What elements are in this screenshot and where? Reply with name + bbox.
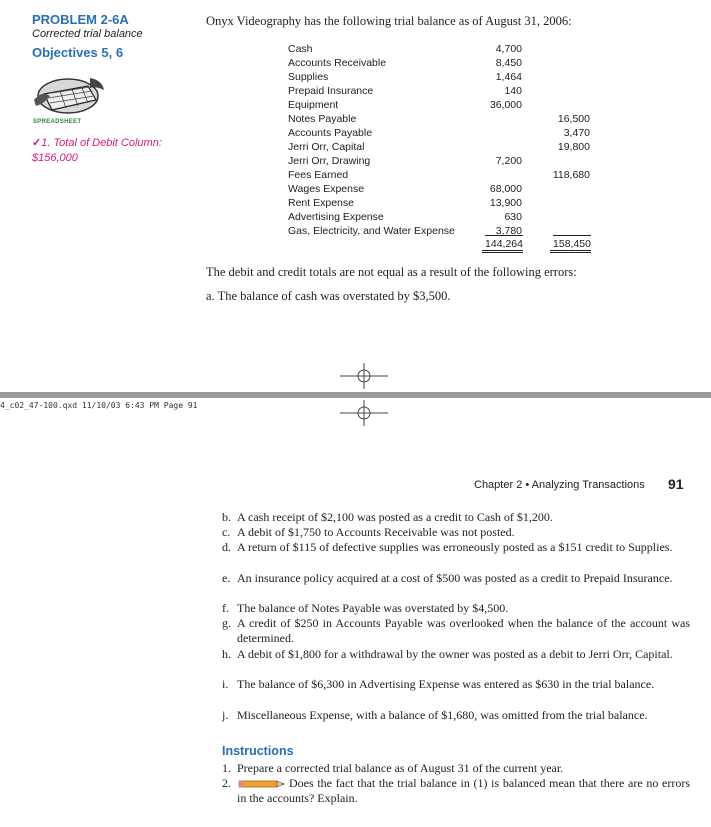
error-text: A return of $115 of defective supplies was erroneously posted as a $151 credit to Supplies. (237, 540, 673, 554)
error-item (222, 525, 690, 540)
crop-mark-icon (340, 398, 388, 428)
instruction-number: 1. (222, 761, 231, 775)
error-letter: b. (222, 510, 231, 524)
error-item (222, 571, 690, 586)
instruction-number: 2. (222, 776, 231, 790)
debit-amount: 68,000 (489, 183, 522, 195)
account-name: Rent Expense (288, 197, 354, 209)
problem-title: PROBLEM 2-6A (32, 12, 129, 27)
debit-amount: 630 (504, 211, 522, 223)
debit-amount: 36,000 (489, 99, 522, 111)
error-text: A credit of $250 in Accounts Payable was overlooked when the balance of the account was determined. (237, 616, 690, 646)
pencil-icon (237, 779, 285, 789)
table-row (288, 56, 610, 70)
account-name: Accounts Receivable (288, 57, 387, 69)
debit-total-rule (485, 235, 523, 236)
error-item (222, 540, 690, 555)
table-row (288, 210, 610, 224)
account-name: Wages Expense (288, 183, 365, 195)
credit-total-rule (553, 235, 591, 236)
table-row (288, 126, 610, 140)
error-letter: g. (222, 616, 231, 630)
account-name: Cash (288, 43, 313, 55)
debit-amount: 3,780 (495, 225, 522, 237)
error-text: Miscellaneous Expense, with a balance of $1,680, was omitted from the trial balance. (237, 708, 648, 722)
table-row (288, 84, 610, 98)
error-text: A debit of $1,800 for a withdrawal by the owner was posted as a debit to Jerri Orr, Capital. (237, 647, 673, 661)
intro-text: Onyx Videography has the following trial balance as of August 31, 2006: (206, 14, 572, 28)
error-item (222, 708, 690, 723)
error-item-a: a. The balance of cash was overstated by $3,500. (206, 289, 451, 303)
error-item (222, 677, 690, 692)
crop-mark-icon (340, 361, 388, 391)
debit-total: 144,264 (482, 238, 523, 253)
credit-amount: 19,800 (557, 141, 590, 153)
credit-total: 158,450 (550, 238, 591, 253)
error-text: The balance of $6,300 in Advertising Expense was entered as $630 in the trial balance. (237, 677, 655, 691)
check-figure-value: $156,000 (32, 152, 78, 164)
error-letter: h. (222, 647, 231, 661)
table-row (288, 42, 610, 56)
error-letter: d. (222, 540, 231, 554)
spreadsheet-label: SPREADSHEET (33, 119, 82, 125)
credit-amount: 118,680 (552, 169, 590, 181)
account-name: Accounts Payable (288, 127, 373, 139)
table-row (288, 182, 610, 196)
debit-amount: 8,450 (495, 57, 522, 69)
account-name: Prepaid Insurance (288, 85, 374, 97)
instruction-text: Prepare a corrected trial balance as of August 31 of the current year. (237, 761, 564, 775)
error-letter: f. (222, 601, 229, 615)
instruction-item (222, 761, 690, 776)
table-row (288, 196, 610, 210)
debit-amount: 4,700 (495, 43, 522, 55)
objectives-label: Objectives 5, 6 (32, 45, 124, 60)
check-mark-icon: ✓ (32, 137, 42, 149)
error-text: An insurance policy acquired at a cost of $500 was posted as a credit to Prepaid Insurance. (237, 571, 673, 585)
error-text: The balance of Notes Payable was overstated by $4,500. (237, 601, 509, 615)
debit-amount: 140 (504, 85, 522, 97)
error-item (222, 647, 690, 662)
check-figure (32, 136, 162, 166)
error-letter: j. (222, 708, 229, 722)
account-name: Supplies (288, 71, 329, 83)
errors-intro: The debit and credit totals are not equal as a result of the following errors: (206, 265, 577, 279)
table-row (288, 112, 610, 126)
instructions-heading: Instructions (222, 744, 294, 758)
table-row (288, 140, 610, 154)
table-row (288, 70, 610, 84)
error-item (222, 601, 690, 616)
table-row (288, 98, 610, 112)
account-name: Advertising Expense (288, 211, 384, 223)
running-head: Chapter 2 • Analyzing Transactions (474, 479, 645, 491)
spreadsheet-icon (30, 70, 110, 120)
instruction-item (222, 776, 690, 807)
account-name: Equipment (288, 99, 339, 111)
error-letter: c. (222, 525, 231, 539)
error-letter: i. (222, 677, 229, 691)
debit-amount: 1,464 (495, 71, 522, 83)
print-slug: 4_c02_47-100.qxd 11/10/03 6:43 PM Page 91 (0, 401, 198, 410)
account-name: Notes Payable (288, 113, 357, 125)
page-number: 91 (668, 476, 684, 492)
error-item (222, 510, 690, 525)
error-text: A debit of $1,750 to Accounts Receivable was not posted. (237, 525, 515, 539)
account-name: Jerri Orr, Drawing (288, 155, 371, 167)
account-name: Jerri Orr, Capital (288, 141, 365, 153)
account-name: Gas, Electricity, and Water Expense (288, 225, 455, 237)
error-item (222, 616, 690, 647)
table-row (288, 168, 610, 182)
account-name: Fees Earned (288, 169, 349, 181)
debit-amount: 7,200 (495, 155, 522, 167)
credit-amount: 3,470 (563, 127, 590, 139)
check-figure-text: 1. Total of Debit Column: (41, 137, 162, 149)
table-row (288, 154, 610, 168)
instruction-text: Does the fact that the trial balance in (1) is balanced mean that there are no errors in the accounts? Explain. (237, 776, 690, 806)
debit-amount: 13,900 (489, 197, 522, 209)
credit-amount: 16,500 (557, 113, 590, 125)
problem-subtitle: Corrected trial balance (32, 28, 143, 40)
error-letter: e. (222, 571, 231, 585)
error-text: A cash receipt of $2,100 was posted as a credit to Cash of $1,200. (237, 510, 553, 524)
